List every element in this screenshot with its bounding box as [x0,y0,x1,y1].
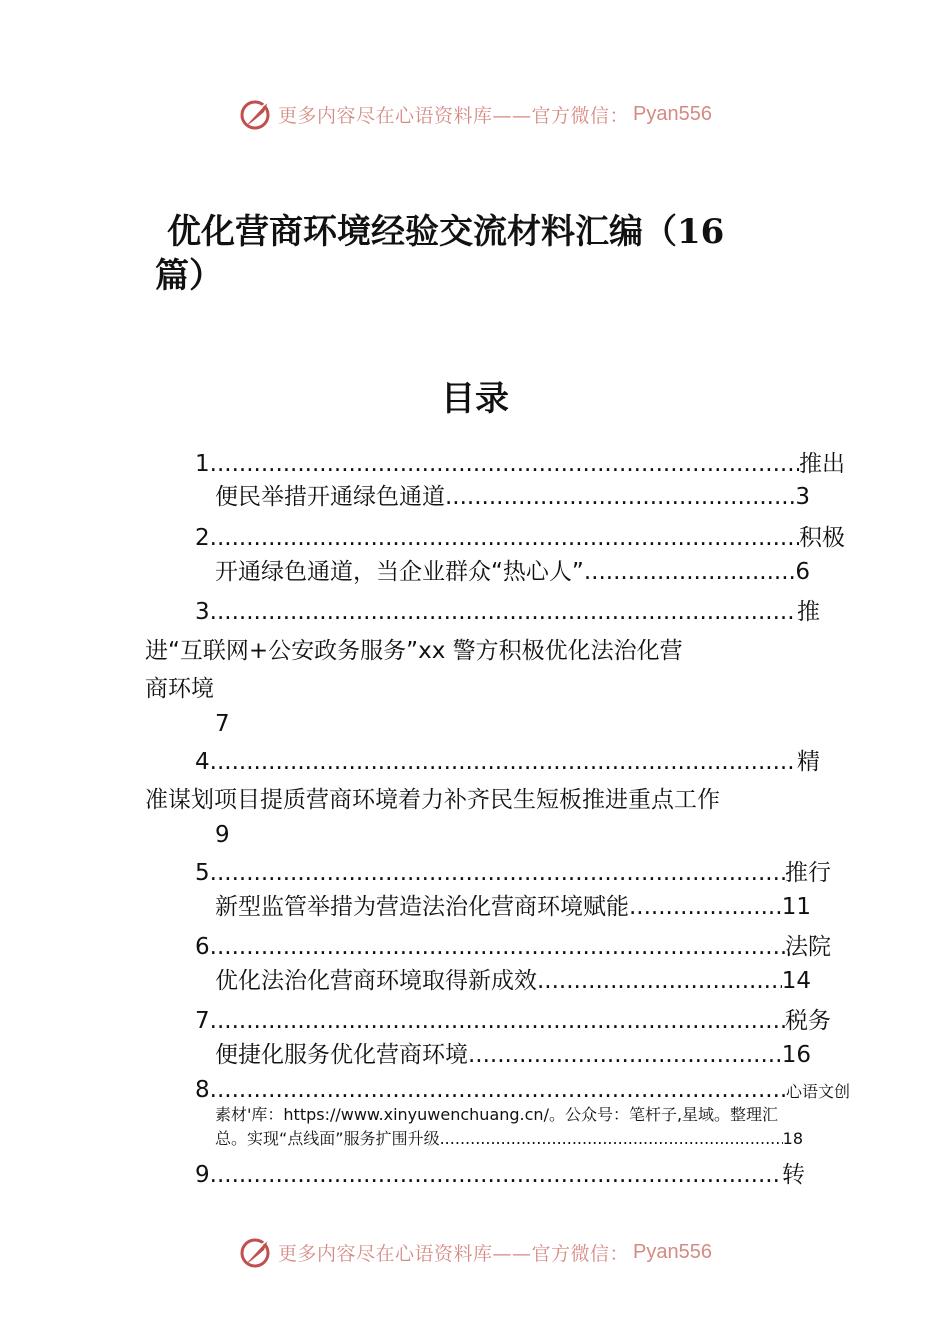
toc-entry-page: 16 [781,1042,811,1068]
toc-entry-7-line-2[interactable] [215,1040,811,1070]
dot-leader [210,858,785,888]
toc-entry-8-line-2[interactable]: 素材'库：https://www.xinyuwenchuang.cn/。公众号：笔杆子,星域。整理汇 [215,1105,779,1124]
toc-entry-number: 9 [195,1162,210,1188]
dot-leader [210,597,797,627]
toc-entry-page: 18 [782,1129,803,1148]
toc-entry-7-line-1[interactable] [195,1006,831,1036]
toc-entry-number: 3 [195,599,210,625]
dot-leader [445,482,795,512]
toc-entry-title-start: 法院 [785,934,831,960]
toc-entry-8-line-3[interactable] [215,1128,803,1150]
toc-entry-4-line-2[interactable]: 准谋划项目提质营商环境着力补齐民生短板推进重点工作 [145,787,720,813]
banner-wechat-id: Pyan556 [633,102,712,125]
toc-entry-title-start: 心语文创 [785,1082,850,1101]
toc-entry-title: 优化法治化营商环境取得新成效 [215,968,537,994]
toc-entry-title: 新型监管举措为营造法治化营商环境赋能 [215,894,629,920]
footer-banner [0,1232,950,1272]
toc-entry-title-start: 精 [797,749,820,775]
title-line-1: 优化营商环境经验交流材料汇编（16 [167,212,725,252]
toc-entry-5-line-2[interactable] [215,892,811,922]
toc-entry-title: 便民举措开通绿色通道 [215,484,445,510]
toc-entry-number: 6 [195,934,210,960]
toc-heading: 目录 [441,379,509,419]
banner-text: 更多内容尽在心语资料库——官方微信： [278,104,630,127]
toc-entry-3-line-3[interactable]: 商环境 [145,676,214,702]
toc-entry-3-line-1[interactable] [195,597,820,627]
toc-entry-number: 4 [195,749,210,775]
toc-entry-6-line-1[interactable] [195,932,831,962]
toc-entry-title: 总。实现“点线面”服务扩围升级 [215,1129,440,1148]
dot-leader [210,1160,782,1190]
toc-entry-title: 开通绿色通道，当企业群众“热心人” [215,559,584,585]
toc-entry-8-line-1[interactable] [195,1075,850,1105]
toc-entry-4-page[interactable]: 9 [215,822,230,848]
toc-entry-2-line-2[interactable] [215,557,810,587]
toc-entry-title-start: 推行 [785,860,831,886]
toc-entry-title-start: 转 [782,1162,805,1188]
header-banner [0,94,950,134]
document-title [155,210,755,298]
toc-entry-4-line-1[interactable] [195,747,820,777]
dot-leader [210,932,785,962]
toc-entry-3-line-2[interactable]: 进“互联网+公安政务服务”xx 警方积极优化法治化营 [145,638,683,664]
dot-leader [210,747,797,777]
toc-entry-page: 3 [795,484,810,510]
dot-leader [629,892,782,922]
dot-leader [584,557,796,587]
toc-entry-number: 1 [195,451,210,477]
toc-entry-9-line-1[interactable] [195,1160,805,1190]
quill-logo-icon [238,96,274,132]
toc-entry-1-line-2[interactable] [215,482,810,512]
dot-leader [468,1040,782,1070]
toc-entry-number: 8 [195,1077,210,1103]
banner-text: 更多内容尽在心语资料库——官方微信： [278,1242,630,1265]
toc-entry-page: 6 [795,559,810,585]
toc-entry-2-line-1[interactable] [195,523,845,553]
dot-leader [210,523,799,553]
dot-leader [440,1128,783,1150]
title-line-2: 篇） [155,256,223,296]
banner-wechat-id: Pyan556 [633,1240,712,1263]
toc-entry-6-line-2[interactable] [215,966,811,996]
toc-entry-title: 便捷化服务优化营商环境 [215,1042,468,1068]
dot-leader [210,1075,786,1105]
toc-entry-number: 2 [195,525,210,551]
toc-entry-title-start: 推出 [799,451,845,477]
quill-logo-icon [238,1234,274,1270]
toc-entry-number: 7 [195,1008,210,1034]
dot-leader [537,966,782,996]
dot-leader [210,1006,785,1036]
toc-entry-5-line-1[interactable] [195,858,831,888]
toc-entry-page: 14 [781,968,811,994]
toc-entry-3-page[interactable]: 7 [215,711,230,737]
toc-entry-title-start: 推 [797,599,820,625]
toc-entry-title-start: 积极 [799,525,845,551]
toc-entry-1-line-1[interactable] [195,449,845,479]
toc-entry-number: 5 [195,860,210,886]
toc-entry-title-start: 税务 [785,1008,831,1034]
dot-leader [210,449,799,479]
toc-entry-page: 11 [781,894,811,920]
